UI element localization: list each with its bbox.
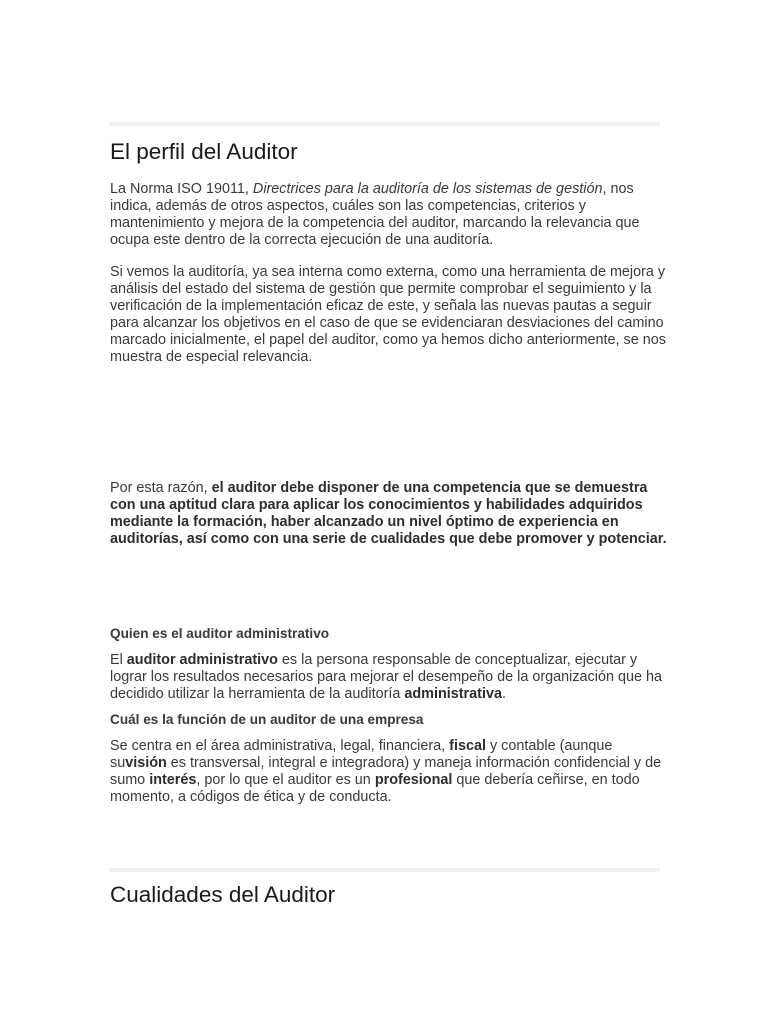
italic-title: Directrices para la auditoría de los sistemas de gestión: [252, 181, 603, 197]
text-span: es transversal, integral e integradora) y maneja información confidencial y de sumo: [110, 755, 662, 788]
bold-term: administrativa: [404, 686, 502, 702]
subheading-funcion: Cuál es la función de un auditor de una empresa: [110, 712, 424, 727]
paragraph-por-esta-razon: [110, 480, 670, 548]
text-span: .: [501, 686, 506, 702]
paragraph-funcion-auditor: [110, 738, 670, 806]
section-title-perfil: El perfil del Auditor: [110, 139, 298, 164]
text-span: , por lo que el auditor es un: [196, 772, 375, 788]
text-span: es la persona responsable de conceptualizar, ejecutar y lograr los resultados necesarios para mejorar el desempeño de la organización que ha decidido utilizar la herramienta de la auditoría: [110, 652, 662, 702]
bold-term: visión: [125, 755, 167, 771]
bold-term: profesional: [374, 772, 453, 788]
bold-term: auditor administrativo: [126, 652, 278, 668]
bold-statement: el auditor debe disponer de una competencia que se demuestra con una aptitud clara para aplicar los conocimientos y habilidades adquiridos mediante la formación, haber alcanzado un nivel óptimo de experiencia en auditorías, así como con una serie de cualidades que debe promover y potenciar.: [110, 480, 667, 547]
text-span: El: [110, 652, 127, 668]
section-title-cualidades: Cualidades del Auditor: [110, 882, 336, 907]
text-span: que debería ceñirse, en todo momento, a códigos de ética y de conducta.: [110, 772, 640, 805]
paragraph-auditoria-herramienta: Si vemos la auditoría, ya sea interna como externa, como una herramienta de mejora y análisis del estado del sistema de gestión que permite comprobar el seguimiento y la verificación de la implementación eficaz de este, y señala las nuevas pautas a seguir para alcanzar los objetivos en el caso de que se evidenciaran desviaciones del camino marcado inicialmente, el papel del auditor, como ya hemos dicho anteriormente, se nos muestra de especial relevancia.: [110, 264, 666, 365]
paragraph-auditor-administrativo: [110, 652, 670, 703]
section-divider-bottom: [109, 868, 660, 872]
text-span: , nos indica, además de otros aspectos, cuáles son las competencias, criterios y mantenimiento y mejora de la competencia del auditor, marcando la relevancia que ocupa este dentro de la correcta ejecución de una auditoría.: [110, 181, 640, 248]
text-span: Por esta razón,: [110, 480, 212, 496]
section-divider-top: [109, 122, 660, 126]
text-span: y contable (aunque su: [110, 738, 613, 771]
text-span: Se centra en el área administrativa, legal, financiera,: [110, 738, 450, 754]
text-span: La Norma ISO 19011,: [110, 181, 253, 197]
bold-term: interés: [149, 772, 197, 788]
paragraph-iso-19011: [110, 181, 670, 249]
subheading-quien-es: Quien es el auditor administrativo: [110, 626, 330, 641]
bold-term: fiscal: [449, 738, 486, 754]
